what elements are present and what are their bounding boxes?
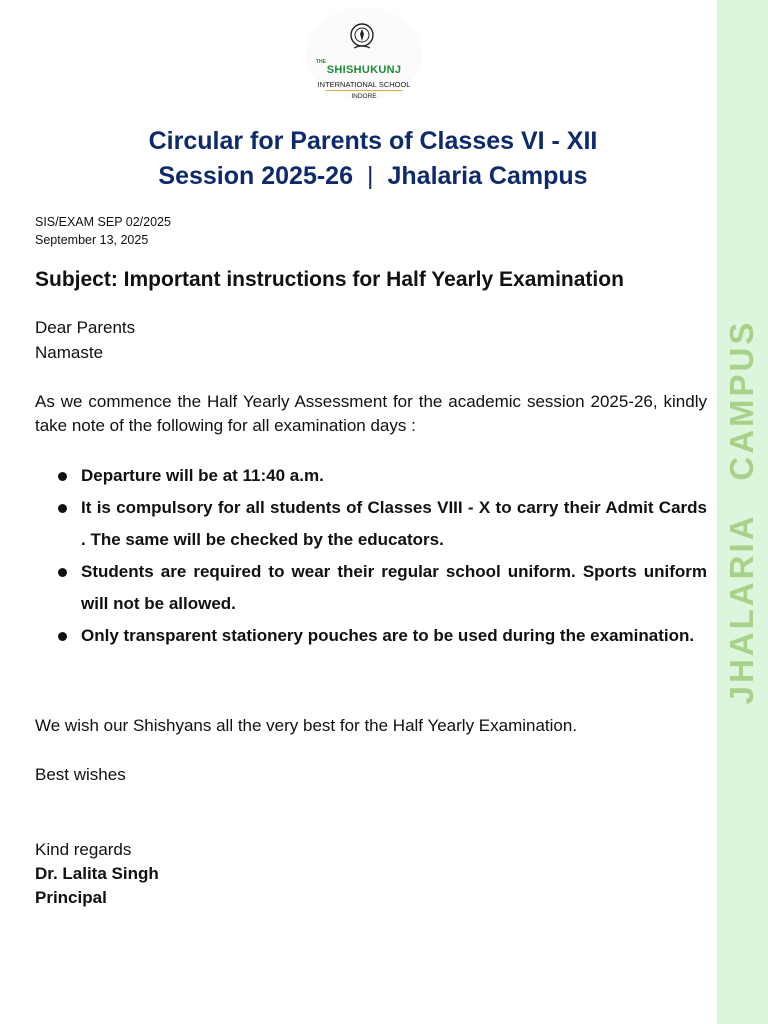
school-logo (309, 10, 419, 98)
logo-school-subtitle: INTERNATIONAL SCHOOL (317, 80, 411, 89)
bullet-icon (58, 568, 67, 577)
emblem-icon (348, 22, 376, 52)
intro-paragraph: As we commence the Half Yearly Assessment for the academic session 2025-26, kindly take note of the following for all examination days : (35, 392, 707, 435)
logo-divider (325, 90, 403, 91)
campus-label: Jhalaria Campus (387, 162, 588, 190)
instruction-list (0, 460, 707, 652)
list-item: Students are required to wear their regular school uniform. Sports uniform will not be allowed. (0, 556, 707, 620)
best-wishes: Best wishes (35, 765, 126, 784)
kind-regards: Kind regards (35, 840, 132, 859)
title-separator: | (366, 162, 374, 190)
circular-title: Circular for Parents of Classes VI - XII (148, 127, 598, 155)
bullet-icon (58, 504, 67, 513)
subject-line: Subject: Important instructions for Half Yearly Examination (35, 268, 624, 291)
logo-school-name: SHISHUKUNJ (326, 64, 402, 76)
list-item: It is compulsory for all students of Classes VIII - X to carry their Admit Cards . The same will be checked by the educators. (0, 492, 707, 556)
list-item: Only transparent stationery pouches are to be used during the examination. (0, 620, 707, 652)
greeting-namaste: Namaste (35, 343, 104, 362)
bullet-icon (58, 472, 67, 481)
list-item: Departure will be at 11:40 a.m. (0, 460, 707, 492)
logo-city: INDORE (351, 93, 377, 100)
circular-date: September 13, 2025 (35, 233, 149, 247)
bullet-icon (58, 632, 67, 641)
session-label: Session 2025-26 (158, 162, 353, 190)
session-line (0, 162, 746, 191)
signatory-title: Principal (35, 888, 107, 907)
logo-the: THE (316, 59, 326, 65)
wish-line: We wish our Shishyans all the very best for the Half Yearly Examination. (35, 716, 578, 735)
greeting-dear: Dear Parents (35, 318, 136, 337)
signatory-name: Dr. Lalita Singh (35, 864, 159, 883)
side-campus-label: JHALARIA CAMPUS (723, 319, 760, 705)
reference-number: SIS/EXAM SEP 02/2025 (35, 215, 171, 229)
